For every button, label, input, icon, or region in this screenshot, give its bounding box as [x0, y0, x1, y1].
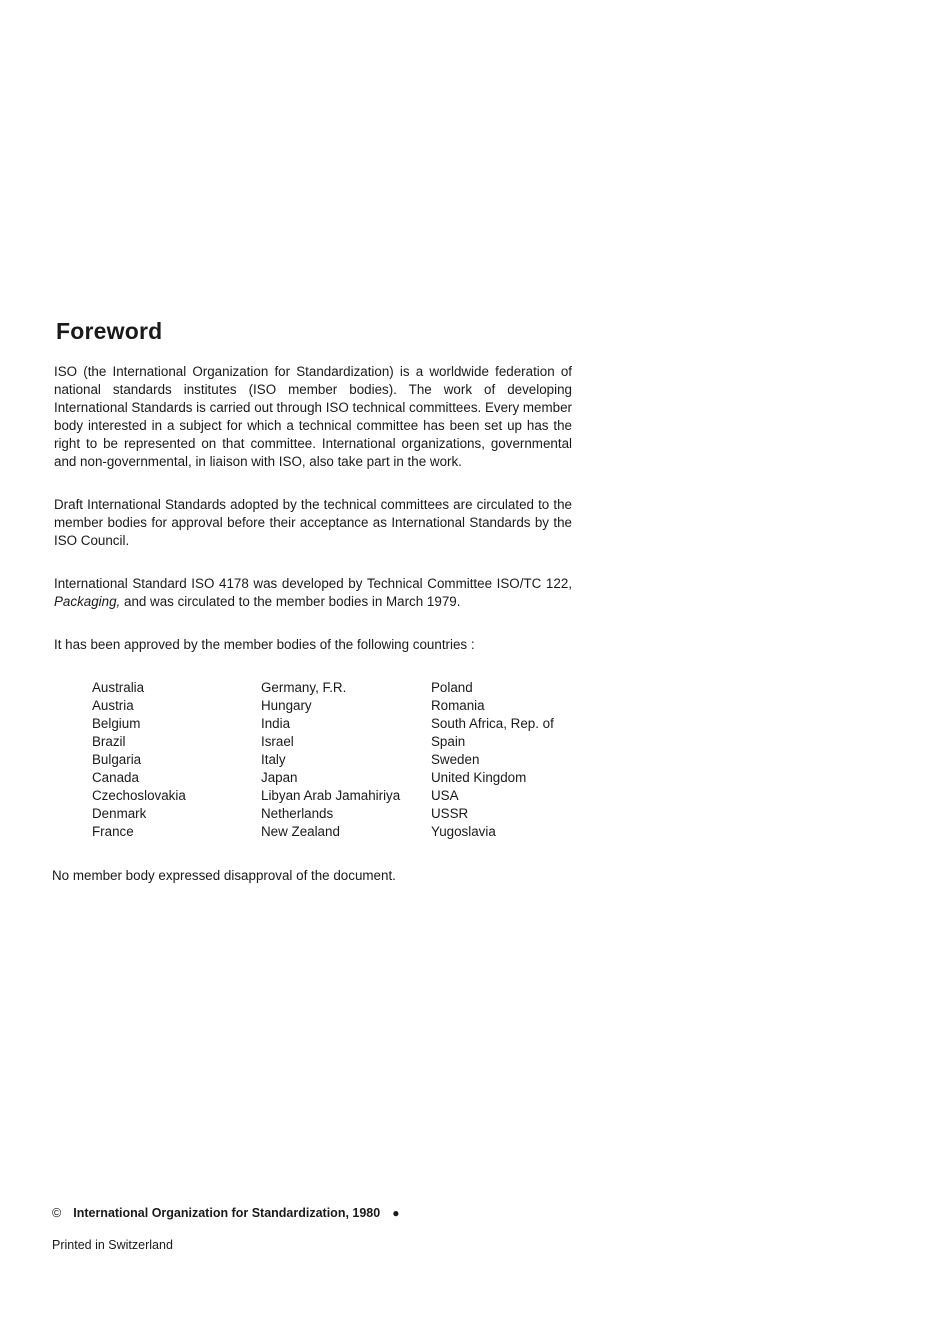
- origin-text-part1: International Standard ISO 4178 was developed by Technical Committee ISO/TC 122,: [54, 576, 572, 591]
- country-item: Japan: [261, 770, 298, 785]
- printed-location: Printed in Switzerland: [52, 1238, 173, 1252]
- country-item: United Kingdom: [431, 770, 527, 785]
- origin-text-part2: and was circulated to the member bodies in March 1979.: [124, 594, 461, 609]
- bullet-icon: ●: [392, 1206, 400, 1220]
- country-item: Poland: [431, 680, 473, 695]
- country-item: Denmark: [92, 806, 147, 821]
- country-item: France: [92, 824, 134, 839]
- paragraph-approval: It has been approved by the member bodies of the following countries :: [54, 637, 475, 652]
- paragraph-iso-intro: ISO (the International Organization for Standardization) is a worldwide federation of national standards institutes (ISO member bodies). The work of developing International Standards is carried out through ISO technical committees. Every member body interested in a subject for which a technical committee has been set up has the right to be represented on that committee. International organizations, governmental and non-governmental, in liaison with ISO, also take part in the work.: [54, 364, 573, 469]
- paragraph-standard-origin: [54, 575, 572, 611]
- country-list: [92, 679, 601, 841]
- country-item: Brazil: [92, 734, 126, 749]
- country-item: Netherlands: [261, 806, 334, 821]
- country-item: New Zealand: [261, 824, 340, 839]
- country-item: Libyan Arab Jamahiriya: [261, 788, 401, 803]
- country-item: Australia: [92, 680, 145, 695]
- country-column-2: [261, 679, 431, 841]
- country-item: Israel: [261, 734, 294, 749]
- country-column-3: [431, 679, 601, 841]
- country-item: Hungary: [261, 698, 312, 713]
- copyright-line: [52, 1206, 399, 1220]
- country-item: Romania: [431, 698, 485, 713]
- country-item: Czechoslovakia: [92, 788, 186, 803]
- country-item: Sweden: [431, 752, 480, 767]
- committee-name: Packaging,: [54, 594, 121, 609]
- country-item: Spain: [431, 734, 466, 749]
- country-item: Yugoslavia: [431, 824, 496, 839]
- country-item: Austria: [92, 698, 134, 713]
- paragraph-no-disapproval: No member body expressed disapproval of the document.: [52, 868, 396, 883]
- country-item: Bulgaria: [92, 752, 142, 767]
- copyright-text: International Organization for Standardization, 1980: [73, 1206, 381, 1220]
- paragraph-draft-standards: Draft International Standards adopted by the technical committees are circulated to the member bodies for approval before their acceptance as International Standards by the ISO Council.: [54, 497, 572, 548]
- country-item: Belgium: [92, 716, 141, 731]
- country-item: Italy: [261, 752, 286, 767]
- page-title: Foreword: [56, 318, 163, 344]
- country-item: USA: [431, 788, 459, 803]
- country-item: USSR: [431, 806, 469, 821]
- country-item: South Africa, Rep. of: [431, 716, 554, 731]
- country-column-1: [92, 679, 261, 841]
- copyright-icon: ©: [52, 1206, 62, 1220]
- country-item: India: [261, 716, 291, 731]
- country-item: Canada: [92, 770, 139, 785]
- country-item: Germany, F.R.: [261, 680, 347, 695]
